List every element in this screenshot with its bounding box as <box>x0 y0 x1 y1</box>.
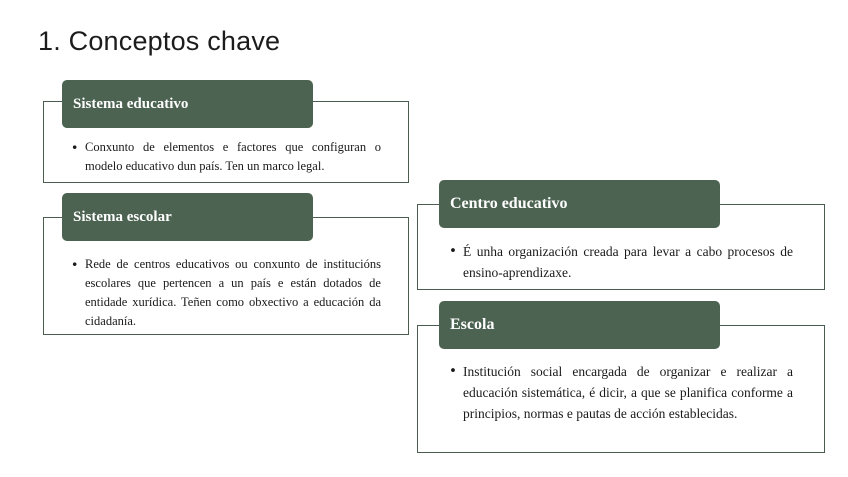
bullet-item <box>71 138 381 176</box>
bullet-item <box>449 241 793 283</box>
bullet-item <box>449 361 793 424</box>
bullet-text: Rede de centros educativos ou conxunto de institucións escolares que pertencen a un país e están dotados de entidade xurídica. Teñen como obxectivo a educación da cidadanía. <box>85 257 381 328</box>
card-body <box>449 241 793 283</box>
card-body <box>71 255 381 331</box>
card-sistema-educativo <box>43 80 409 183</box>
bullet-dot-icon: • <box>449 363 457 379</box>
bullet-dot-icon: • <box>71 140 79 155</box>
bullet-item <box>71 255 381 331</box>
card-header: Sistema educativo <box>62 80 313 128</box>
bullet-dot-icon: • <box>71 257 79 272</box>
bullet-text: É unha organización creada para levar a cabo procesos de ensino-aprendizaxe. <box>463 244 793 280</box>
bullet-text: Conxunto de elementos e factores que configuran o modelo educativo dun país. Ten un marco legal. <box>85 140 381 173</box>
card-header: Escola <box>439 301 720 349</box>
card-header: Sistema escolar <box>62 193 313 241</box>
bullet-dot-icon: • <box>449 243 457 259</box>
card-sistema-escolar <box>43 193 409 335</box>
card-centro-educativo <box>417 180 825 290</box>
card-escola <box>417 301 825 453</box>
slide-title: 1. Conceptos chave <box>38 26 281 56</box>
card-header: Centro educativo <box>439 180 720 228</box>
bullet-text: Institución social encargada de organizar e realizar a educación sistemática, é dicir, a que se planifica conforme a principios, normas e pautas de acción establecidas. <box>463 364 793 421</box>
card-body <box>71 138 381 176</box>
card-body <box>449 361 793 424</box>
